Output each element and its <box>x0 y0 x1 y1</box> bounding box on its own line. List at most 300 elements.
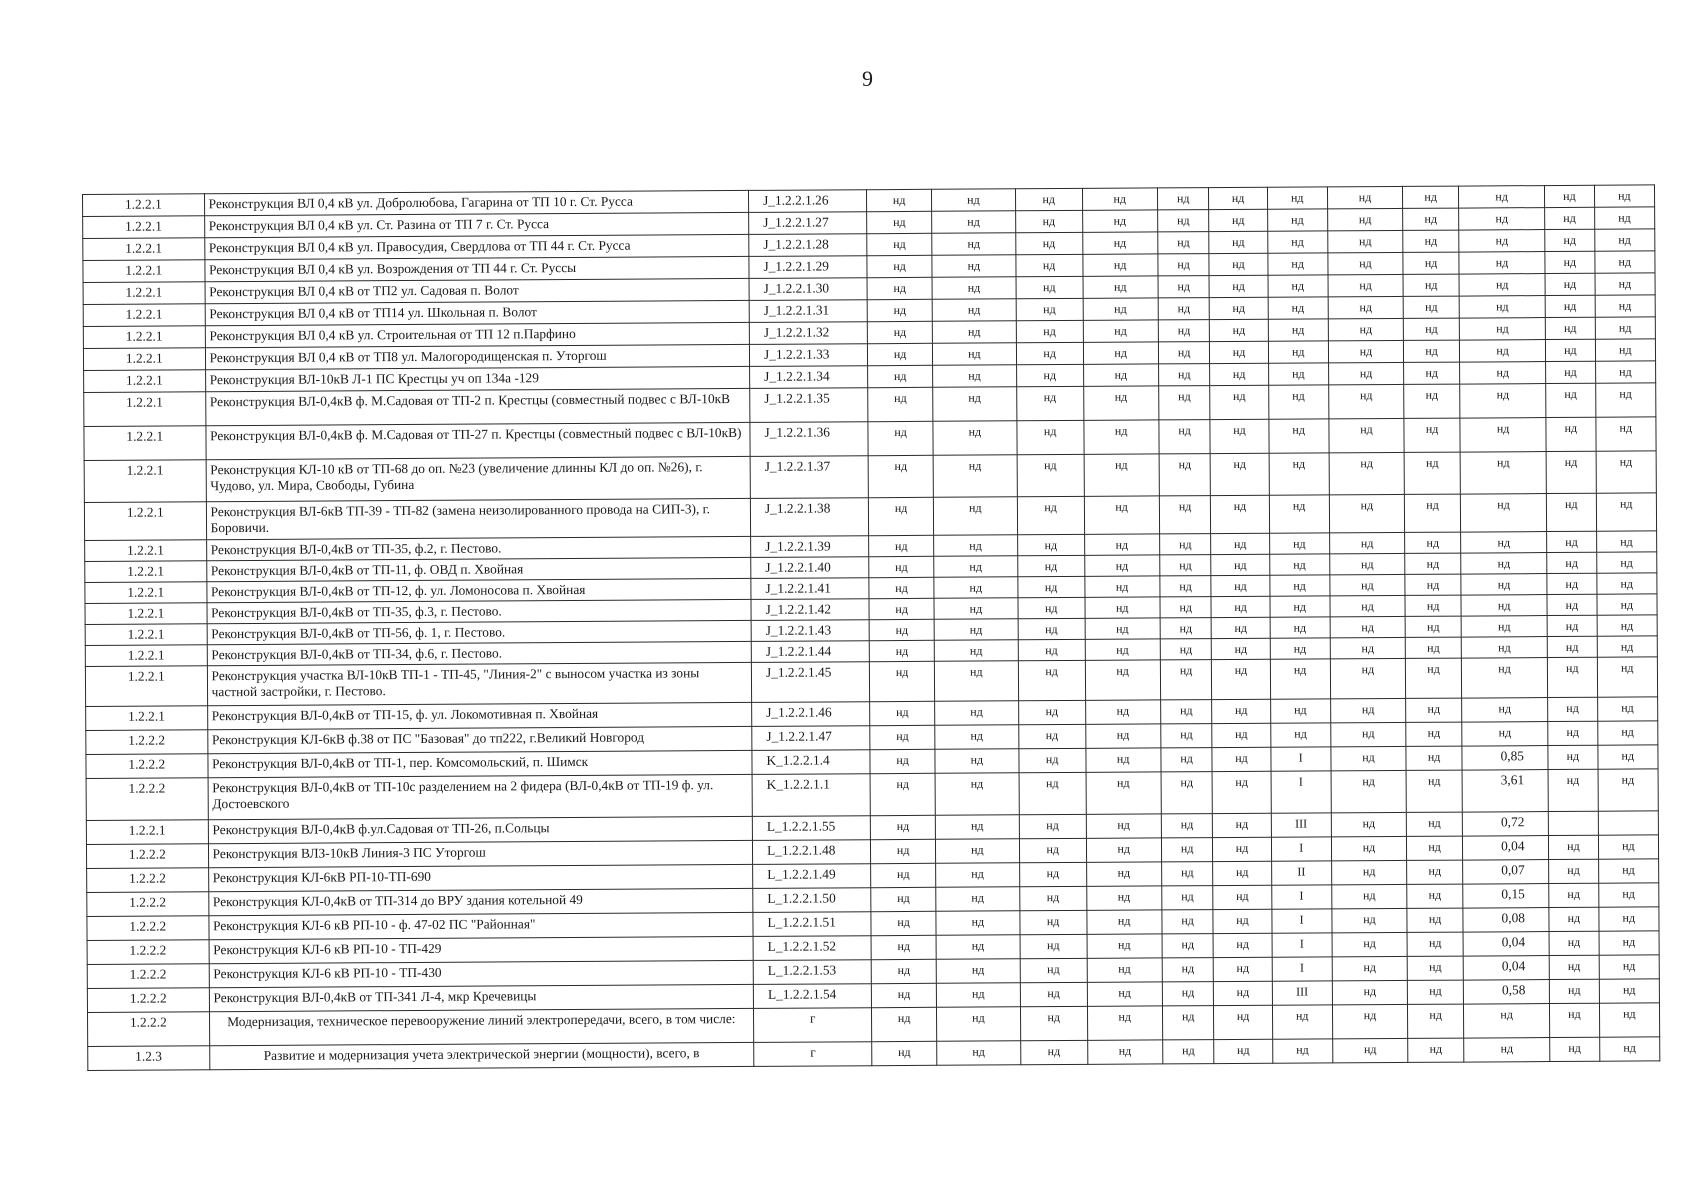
value-cell: нд <box>1549 979 1599 1003</box>
value-cell: нд <box>1160 555 1212 576</box>
value-cell: нд <box>872 1007 937 1041</box>
value-cell: нд <box>936 959 1020 984</box>
value-cell: нд <box>1461 553 1547 575</box>
value-cell: нд <box>868 421 933 455</box>
value-cell: нд <box>867 233 932 255</box>
value-cell: нд <box>1595 383 1656 417</box>
row-number: 1.2.2.1 <box>83 326 205 349</box>
value-cell: нд <box>1328 252 1403 274</box>
value-cell: нд <box>1158 320 1210 342</box>
value-cell: нд <box>1019 772 1086 814</box>
value-cell: нд <box>1403 186 1459 208</box>
value-cell: нд <box>1595 317 1656 339</box>
value-cell: нд <box>932 321 1016 344</box>
value-cell: нд <box>1083 386 1159 420</box>
value-cell: нд <box>1160 639 1212 660</box>
value-cell: нд <box>1545 207 1595 229</box>
value-cell: нд <box>1086 772 1162 814</box>
value-cell: нд <box>1085 724 1160 748</box>
project-name: Реконструкция КЛ-6 кВ РП-10 - ф. 47-02 ПС "Районная" <box>208 912 753 939</box>
value-cell: нд <box>1160 597 1212 618</box>
value-cell: нд <box>1270 638 1330 659</box>
value-cell: нд <box>1329 384 1405 418</box>
value-cell: нд <box>1403 318 1459 340</box>
value-cell: нд <box>1327 186 1402 208</box>
value-cell: нд <box>1546 451 1596 493</box>
value-cell: нд <box>1017 420 1084 454</box>
value-cell: нд <box>1595 361 1656 383</box>
value-cell: нд <box>1019 838 1086 862</box>
value-cell: нд <box>1599 1037 1660 1061</box>
value-cell: нд <box>1214 1039 1272 1063</box>
value-cell: нд <box>1270 659 1330 699</box>
project-code: J_1.2.2.1.45 <box>751 662 870 703</box>
value-cell: нд <box>932 365 1016 388</box>
value-cell: нд <box>1082 232 1157 254</box>
value-cell: нд <box>1597 721 1658 745</box>
value-cell: нд <box>1403 274 1459 296</box>
value-cell: нд <box>1214 1005 1272 1039</box>
project-name: Реконструкция КЛ-6кВ РП-10-ТП-690 <box>208 864 753 891</box>
value-cell: нд <box>1085 618 1160 639</box>
row-number: 1.2.2.1 <box>84 370 206 393</box>
value-cell: нд <box>1403 296 1459 318</box>
value-cell: нд <box>1083 420 1159 454</box>
value-cell: нд <box>1162 958 1214 982</box>
value-cell: нд <box>1599 931 1660 955</box>
value-cell: нд <box>1330 574 1405 595</box>
value-cell: нд <box>1330 616 1405 637</box>
value-cell: нд <box>1328 340 1403 362</box>
value-cell: нд <box>1460 452 1546 495</box>
value-cell: 3,61 <box>1462 770 1548 813</box>
project-code: L_1.2.2.1.52 <box>753 936 871 961</box>
value-cell: нд <box>871 815 936 839</box>
value-cell: нд <box>1214 933 1272 957</box>
project-name: Реконструкция ВЛ-0,4кВ от ТП-12, ф. ул. Ломоносова п. Хвойная <box>206 578 751 602</box>
value-cell: нд <box>1016 342 1083 364</box>
value-cell: нд <box>1084 496 1160 534</box>
value-cell: нд <box>1269 495 1329 533</box>
value-cell: нд <box>1328 318 1403 340</box>
value-cell: нд <box>1547 552 1597 573</box>
row-number: 1.2.2.1 <box>83 348 205 371</box>
value-cell: нд <box>1547 657 1597 697</box>
value-cell: нд <box>1407 860 1463 884</box>
project-name: Развитие и модернизация учета электрической энергии (мощности), всего, в <box>209 1042 754 1069</box>
value-cell: 0,04 <box>1463 932 1549 957</box>
value-cell: нд <box>1596 451 1657 493</box>
value-cell: нд <box>872 1041 937 1065</box>
value-cell: нд <box>1210 297 1268 319</box>
value-cell: нд <box>1160 618 1212 639</box>
value-cell: нд <box>1162 1006 1214 1040</box>
page-number: 9 <box>862 66 873 91</box>
value-cell: нд <box>871 911 936 935</box>
value-cell: I <box>1272 957 1332 981</box>
value-cell: нд <box>1461 616 1547 638</box>
value-cell: нд <box>1212 659 1270 699</box>
project-code: K_1.2.2.1.4 <box>752 750 870 775</box>
value-cell: нд <box>1161 724 1213 748</box>
value-cell: нд <box>1085 748 1160 772</box>
value-cell: нд <box>1160 660 1212 700</box>
value-cell: нд <box>1332 932 1407 956</box>
value-cell: нд <box>1548 769 1598 811</box>
value-cell: нд <box>1086 886 1161 910</box>
project-code: J_1.2.2.1.36 <box>750 422 869 457</box>
value-cell: нд <box>1595 251 1656 273</box>
value-cell: нд <box>1157 210 1209 232</box>
value-cell: нд <box>869 598 934 619</box>
project-code: J_1.2.2.1.35 <box>750 388 869 423</box>
value-cell: нд <box>1407 956 1463 980</box>
value-cell: нд <box>1545 317 1595 339</box>
table-body <box>83 185 1660 1071</box>
project-name: Реконструкция ВЛ-0,4кВ от ТП-56, ф. 1, г. Пестово. <box>207 620 752 644</box>
row-number: 1.2.2.2 <box>86 844 208 869</box>
value-cell: нд <box>1459 296 1545 319</box>
value-cell: нд <box>872 959 937 983</box>
value-cell: нд <box>1547 531 1597 552</box>
project-code: J_1.2.2.1.27 <box>749 212 867 235</box>
value-cell: нд <box>1549 835 1599 859</box>
value-cell: нд <box>1084 576 1159 597</box>
value-cell: нд <box>1018 660 1085 700</box>
value-cell: нд <box>1160 576 1212 597</box>
value-cell: нд <box>1161 748 1213 772</box>
value-cell: нд <box>1333 1038 1408 1062</box>
project-code: J_1.2.2.1.39 <box>751 536 869 558</box>
row-number: 1.2.2.1 <box>83 194 205 217</box>
value-cell: нд <box>934 598 1018 620</box>
project-name: Реконструкция ВЛ-0,4кВ от ТП-34, ф.6, г. Пестово. <box>207 641 752 665</box>
value-cell: нд <box>1461 658 1547 699</box>
value-cell: нд <box>1158 298 1210 320</box>
value-cell: нд <box>934 619 1018 641</box>
value-cell: нд <box>1267 209 1327 231</box>
value-cell: нд <box>1549 955 1599 979</box>
value-cell: нд <box>1331 722 1406 746</box>
value-cell <box>1598 811 1659 835</box>
value-cell: нд <box>1210 419 1268 453</box>
value-cell: нд <box>1267 231 1327 253</box>
value-cell: нд <box>1462 698 1548 723</box>
row-number: 1.2.2.1 <box>85 561 207 583</box>
value-cell: нд <box>934 661 1018 702</box>
value-cell: нд <box>1272 1039 1332 1063</box>
project-name: Реконструкция КЛ-6 кВ РП-10 - ТП-430 <box>209 960 754 987</box>
value-cell: нд <box>869 619 934 640</box>
value-cell: нд <box>1084 555 1159 576</box>
value-cell: нд <box>934 640 1018 662</box>
value-cell: нд <box>1330 637 1405 658</box>
project-code: J_1.2.2.1.30 <box>749 278 867 301</box>
value-cell: нд <box>932 277 1016 300</box>
row-number: 1.2.2.2 <box>87 868 209 893</box>
value-cell: нд <box>1209 253 1267 275</box>
value-cell: нд <box>1404 384 1460 418</box>
value-cell: 0,07 <box>1463 860 1549 885</box>
value-cell: нд <box>1211 453 1269 495</box>
value-cell: нд <box>1408 1038 1464 1062</box>
project-name: Реконструкция участка ВЛ-10кВ ТП-1 - ТП-45, "Линия-2" с выносом участка из зоны частной застройки, г. Пестово. <box>207 662 752 705</box>
project-name: Реконструкция ВЛ 0,4 кВ ул. Правосудия, Свердлова от ТП 44 г. Ст. Русса <box>204 234 749 259</box>
value-cell: нд <box>1157 188 1209 210</box>
project-name: Реконструкция КЛ-6кВ ф.38 от ПС "Базовая" до тп222, г.Великий Новгород <box>207 726 752 753</box>
value-cell: нд <box>1016 254 1083 276</box>
value-cell: нд <box>871 887 936 911</box>
value-cell: нд <box>1548 745 1598 769</box>
value-cell: нд <box>1019 724 1086 748</box>
value-cell: нд <box>1332 980 1407 1004</box>
value-cell: нд <box>870 640 935 661</box>
value-cell: 0,58 <box>1463 980 1549 1005</box>
value-cell: нд <box>1329 452 1405 494</box>
value-cell: нд <box>1213 837 1271 861</box>
project-code: J_1.2.2.1.26 <box>749 190 867 213</box>
value-cell: нд <box>1017 534 1084 555</box>
value-cell: нд <box>1018 597 1085 618</box>
value-cell: нд <box>1594 185 1655 207</box>
project-name: Реконструкция КЛ-6 кВ РП-10 - ТП-429 <box>209 936 754 963</box>
row-number: 1.2.2.1 <box>86 820 208 845</box>
value-cell: нд <box>1596 417 1657 451</box>
value-cell: нд <box>1016 298 1083 320</box>
value-cell: нд <box>1267 253 1327 275</box>
row-number: 1.2.2.1 <box>85 666 207 707</box>
value-cell: нд <box>1213 813 1271 837</box>
value-cell: нд <box>870 725 935 749</box>
value-cell: нд <box>1405 494 1461 532</box>
value-cell: нд <box>1020 886 1087 910</box>
value-cell: нд <box>1087 1040 1162 1064</box>
value-cell: нд <box>1464 1004 1550 1039</box>
value-cell: нд <box>867 255 932 277</box>
value-cell: нд <box>1015 188 1082 210</box>
value-cell: нд <box>1017 496 1084 534</box>
value-cell: нд <box>1545 251 1595 273</box>
value-cell: нд <box>932 343 1016 366</box>
value-cell: III <box>1272 981 1332 1005</box>
value-cell: нд <box>867 277 932 299</box>
value-cell: нд <box>1211 596 1269 617</box>
value-cell: нд <box>1212 638 1270 659</box>
value-cell: нд <box>1406 722 1462 746</box>
value-cell: нд <box>1545 273 1595 295</box>
row-number: 1.2.2.2 <box>87 916 209 941</box>
value-cell: нд <box>1407 908 1463 932</box>
value-cell: нд <box>869 556 934 577</box>
project-code: J_1.2.2.1.47 <box>752 726 870 751</box>
project-name: Реконструкция ВЛ-0,4кВ ф. М.Садовая от ТП-27 п. Крестцы (совместный подвес с ВЛ-10кВ) <box>205 422 750 459</box>
value-cell: III <box>1271 813 1331 837</box>
project-name: Реконструкция ВЛ-0,4кВ от ТП-10с разделением на 2 фидера (ВЛ-0,4кВ от ТП-19 ф. ул. Достоевского <box>208 774 753 819</box>
value-cell: нд <box>1159 454 1211 496</box>
value-cell: нд <box>1546 383 1596 417</box>
row-number: 1.2.2.1 <box>83 304 205 327</box>
value-cell: нд <box>1211 495 1269 533</box>
project-code: J_1.2.2.1.29 <box>749 256 867 279</box>
value-cell: нд <box>1018 555 1085 576</box>
value-cell: нд <box>1330 698 1405 722</box>
value-cell: нд <box>1158 254 1210 276</box>
value-cell: нд <box>1459 208 1545 231</box>
value-cell: нд <box>1332 956 1407 980</box>
project-name: Реконструкция ВЛ 0,4 кВ ул. Добролюбова, Гагарина от ТП 10 г. Ст. Русса <box>204 190 749 215</box>
value-cell: нд <box>1406 746 1462 770</box>
value-cell: нд <box>1159 534 1211 555</box>
value-cell: нд <box>1158 232 1210 254</box>
value-cell: 0,04 <box>1463 836 1549 861</box>
value-cell: нд <box>1596 531 1657 552</box>
value-cell: нд <box>1017 386 1084 420</box>
value-cell: нд <box>1272 1005 1332 1039</box>
value-cell: нд <box>1405 532 1461 553</box>
value-cell: нд <box>1549 859 1599 883</box>
value-cell: нд <box>1329 418 1405 452</box>
row-number: 1.2.2.1 <box>83 260 205 283</box>
row-number: 1.2.2.1 <box>84 392 206 427</box>
project-code: L_1.2.2.1.48 <box>752 840 870 865</box>
value-cell: нд <box>1085 700 1160 724</box>
value-cell: нд <box>1162 982 1214 1006</box>
value-cell: нд <box>1270 723 1330 747</box>
row-number: 1.2.2.1 <box>84 426 206 461</box>
value-cell: нд <box>869 497 934 535</box>
value-cell: нд <box>1407 884 1463 908</box>
row-number: 1.2.2.1 <box>85 582 207 604</box>
value-cell: нд <box>1328 296 1403 318</box>
value-cell: нд <box>1020 958 1087 982</box>
value-cell: нд <box>1018 576 1085 597</box>
project-code: J_1.2.2.1.28 <box>749 234 867 257</box>
value-cell: нд <box>1267 187 1327 209</box>
value-cell: нд <box>1549 883 1599 907</box>
row-number: 1.2.2.1 <box>85 645 207 667</box>
value-cell: нд <box>1548 721 1598 745</box>
value-cell: нд <box>1016 276 1083 298</box>
project-code: J_1.2.2.1.44 <box>751 641 869 663</box>
value-cell: нд <box>1085 639 1160 660</box>
value-cell: нд <box>1596 573 1657 594</box>
project-code: J_1.2.2.1.34 <box>750 366 868 389</box>
value-cell: нд <box>868 321 933 343</box>
project-code: J_1.2.2.1.42 <box>751 599 869 621</box>
value-cell: нд <box>1268 297 1328 319</box>
project-name: Реконструкция ВЛ 0,4 кВ ул. Строительная от ТП 12 п.Парфино <box>205 322 750 347</box>
project-code: г <box>754 1042 872 1067</box>
value-cell: нд <box>1086 862 1161 886</box>
value-cell: нд <box>1082 188 1157 210</box>
value-cell: 0,85 <box>1462 746 1548 771</box>
project-name: Реконструкция ВЛ 0,4 кВ ул. Ст. Разина от ТП 7 г. Ст. Русса <box>204 212 749 237</box>
value-cell: нд <box>1459 340 1545 363</box>
row-number: 1.2.2.1 <box>84 502 206 541</box>
value-cell: нд <box>1331 746 1406 770</box>
row-number: 1.2.2.2 <box>86 778 208 821</box>
value-cell: нд <box>932 255 1016 278</box>
value-cell: 0,72 <box>1462 812 1548 837</box>
value-cell: нд <box>1211 554 1269 575</box>
value-cell: 0,08 <box>1463 908 1549 933</box>
value-cell: нд <box>1159 420 1211 454</box>
value-cell: нд <box>1212 747 1270 771</box>
project-code: L_1.2.2.1.53 <box>753 960 871 985</box>
row-number: 1.2.2.1 <box>83 238 205 261</box>
value-cell: нд <box>1403 208 1459 230</box>
value-cell: нд <box>1597 657 1658 697</box>
row-number: 1.2.2.2 <box>87 1012 209 1047</box>
value-cell: нд <box>1460 384 1546 419</box>
value-cell: нд <box>1332 908 1407 932</box>
value-cell: нд <box>1407 932 1463 956</box>
project-code: г <box>754 1008 873 1043</box>
value-cell: нд <box>936 863 1020 888</box>
value-cell: нд <box>1209 231 1267 253</box>
value-cell: нд <box>935 725 1019 750</box>
value-cell: нд <box>1085 660 1161 700</box>
value-cell: нд <box>1406 812 1462 836</box>
row-number: 1.2.2.1 <box>83 282 205 305</box>
value-cell: нд <box>1405 595 1461 616</box>
value-cell: нд <box>1083 342 1158 364</box>
value-cell: нд <box>868 365 933 387</box>
value-cell: нд <box>1016 320 1083 342</box>
value-cell: нд <box>1459 230 1545 253</box>
value-cell: нд <box>1268 319 1328 341</box>
value-cell: нд <box>1211 575 1269 596</box>
value-cell: нд <box>936 935 1020 960</box>
value-cell: нд <box>1597 697 1658 721</box>
value-cell: нд <box>871 863 936 887</box>
value-cell: нд <box>935 749 1019 774</box>
project-code: J_1.2.2.1.32 <box>749 322 867 345</box>
row-number: 1.2.2.2 <box>87 940 209 965</box>
value-cell: нд <box>1268 341 1328 363</box>
row-number: 1.2.2.1 <box>84 460 206 503</box>
project-code: L_1.2.2.1.54 <box>753 984 871 1009</box>
value-cell: I <box>1271 837 1331 861</box>
value-cell: нд <box>933 497 1017 536</box>
row-number: 1.2.2.2 <box>86 730 208 755</box>
value-cell: нд <box>1017 454 1084 496</box>
project-name: Реконструкция ВЛ-0,4кВ от ТП-15, ф. ул. Локомотивная п. Хвойная <box>207 702 752 729</box>
value-cell: нд <box>1549 931 1599 955</box>
value-cell: нд <box>1328 362 1403 384</box>
value-cell: нд <box>1269 554 1329 575</box>
value-cell: нд <box>1209 187 1267 209</box>
project-name: Реконструкция КЛ-10 кВ от ТП-68 до оп. №23 (увеличение длинны КЛ до оп. №26), г. Чудово, ул. Мира, Свободы, Губина <box>206 456 751 501</box>
value-cell: нд <box>1595 273 1656 295</box>
value-cell: нд <box>1019 814 1086 838</box>
value-cell: нд <box>935 839 1019 864</box>
value-cell: нд <box>1459 186 1545 209</box>
project-code: J_1.2.2.1.41 <box>751 578 869 600</box>
value-cell: нд <box>1546 493 1596 531</box>
value-cell: нд <box>1270 596 1330 617</box>
value-cell: нд <box>867 189 932 211</box>
value-cell: нд <box>1599 979 1660 1003</box>
project-name: Реконструкция ВЛ 0,4 кВ ул. Возрождения от ТП 44 г. Ст. Руссы <box>204 256 749 281</box>
value-cell: нд <box>1597 636 1658 657</box>
value-cell: нд <box>935 701 1019 726</box>
value-cell: нд <box>868 299 933 321</box>
project-name: Реконструкция ВЛ-0,4кВ от ТП-341 Л-4, мкр Кречевицы <box>209 984 754 1011</box>
value-cell: нд <box>932 233 1016 256</box>
row-number: 1.2.2.1 <box>85 624 207 646</box>
value-cell: нд <box>1269 533 1329 554</box>
